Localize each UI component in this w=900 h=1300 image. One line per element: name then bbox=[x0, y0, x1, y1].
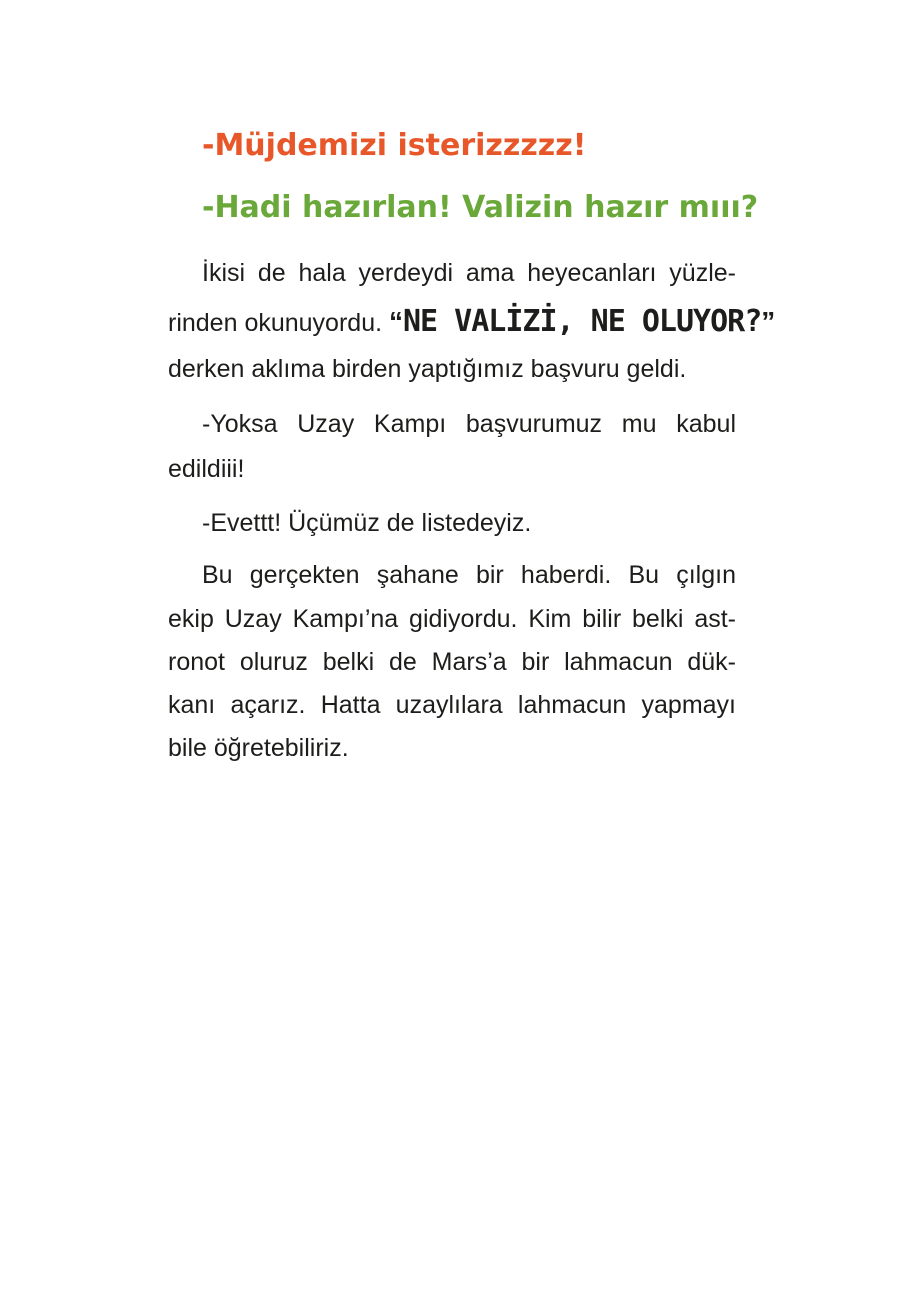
paragraph-4-line-1: Bu gerçekten şahane bir haberdi. Bu çılgın bbox=[202, 561, 736, 589]
paragraph-4-line-2: ekip Uzay Kampı’na gidiyordu. Kim bilir belki ast- bbox=[168, 605, 736, 633]
paragraph-3-line-1: -Evettt! Üçümüz de listedeyiz. bbox=[202, 509, 532, 537]
paragraph-1-line-3: derken aklıma birden yaptığımız başvuru geldi. bbox=[168, 355, 687, 383]
open-quote: “ bbox=[389, 306, 403, 337]
paragraph-2-line-2: edildiii! bbox=[168, 455, 245, 483]
paragraph-4-line-3: ronot oluruz belki de Mars’a bir lahmacun dük- bbox=[168, 648, 736, 676]
close-quote: ” bbox=[761, 306, 776, 337]
paragraph-2-line-1: -Yoksa Uzay Kampı başvurumuz mu kabul bbox=[202, 410, 736, 438]
paragraph-1-line-2-text: rinden okunuyordu. bbox=[168, 309, 383, 337]
paragraph-1-line-1: İkisi de hala yerdeydi ama heyecanları yüzle- bbox=[202, 259, 736, 287]
paragraph-4-line-4: kanı açarız. Hatta uzaylılara lahmacun yapmayı bbox=[168, 691, 736, 719]
heading-orange: -Müjdemizi isterizzzzz! bbox=[202, 128, 587, 163]
paragraph-1-line-2 bbox=[168, 302, 776, 343]
shout-text: NE VALİZİ, NE OLUYOR? bbox=[403, 304, 762, 339]
paragraph-4-line-5: bile öğretebiliriz. bbox=[168, 734, 349, 762]
heading-green: -Hadi hazırlan! Valizin hazır mııı? bbox=[202, 190, 759, 225]
